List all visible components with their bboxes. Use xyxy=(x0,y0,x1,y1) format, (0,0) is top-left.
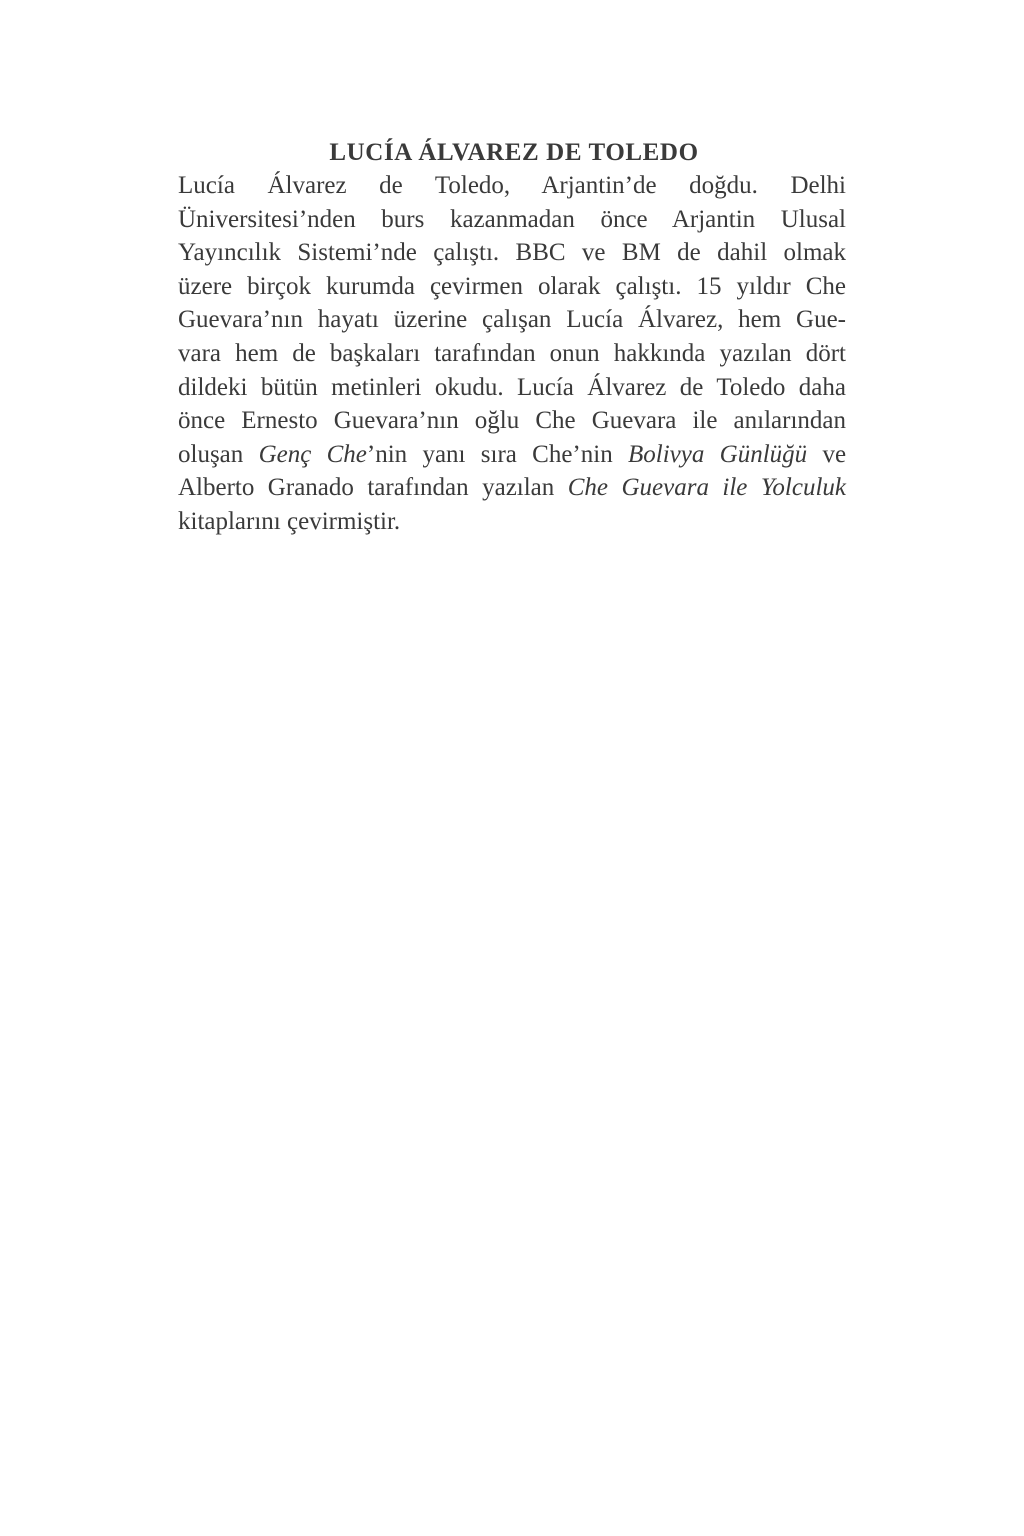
bio-line: önce Ernesto Guevara’nın oğlu Che Guevara ile anılarından xyxy=(178,407,846,435)
bio-line: Üniversitesi’nden burs kazanmadan önce Arjantin Ulusal xyxy=(178,205,846,233)
bio-line xyxy=(178,438,846,472)
bio-text: Alberto Granado tarafından yazılan xyxy=(178,474,555,502)
author-bio-section xyxy=(178,137,846,539)
bio-line xyxy=(178,471,846,505)
bio-line: üzere birçok kurumda çevirmen olarak çalıştı. 15 yıldır Che xyxy=(178,272,846,300)
bio-line: Guevara’nın hayatı üzerine çalışan Lucía Álvarez, hem Gue- xyxy=(178,306,846,334)
book-title-bolivya-gunlugu: Bolivya Günlüğü xyxy=(628,440,808,468)
book-title-genc-che: Genç Che xyxy=(258,440,367,468)
bio-line: kitaplarını çevirmiştir. xyxy=(178,507,401,535)
author-biography xyxy=(178,169,846,539)
bio-line: vara hem de başkaları tarafından onun hakkında yazılan dört xyxy=(178,339,846,367)
bio-line: Lucía Álvarez de Toledo, Arjantin’de doğdu. Delhi xyxy=(178,172,846,199)
book-title-che-guevara-ile-yolculuk: Che Guevara ile Yolculuk xyxy=(567,474,847,502)
author-name-heading: LUCÍA ÁLVAREZ DE TOLEDO xyxy=(329,139,699,166)
bio-line: dildeki bütün metinleri okudu. Lucía Álvarez de Toledo daha xyxy=(178,373,846,401)
bio-text: ’nin yanı sıra Che’nin xyxy=(366,440,613,468)
bio-text: oluşan xyxy=(178,440,244,468)
bio-text: ve xyxy=(822,440,847,468)
bio-line: Yayıncılık Sistemi’nde çalıştı. BBC ve BM de dahil olmak xyxy=(178,239,846,267)
